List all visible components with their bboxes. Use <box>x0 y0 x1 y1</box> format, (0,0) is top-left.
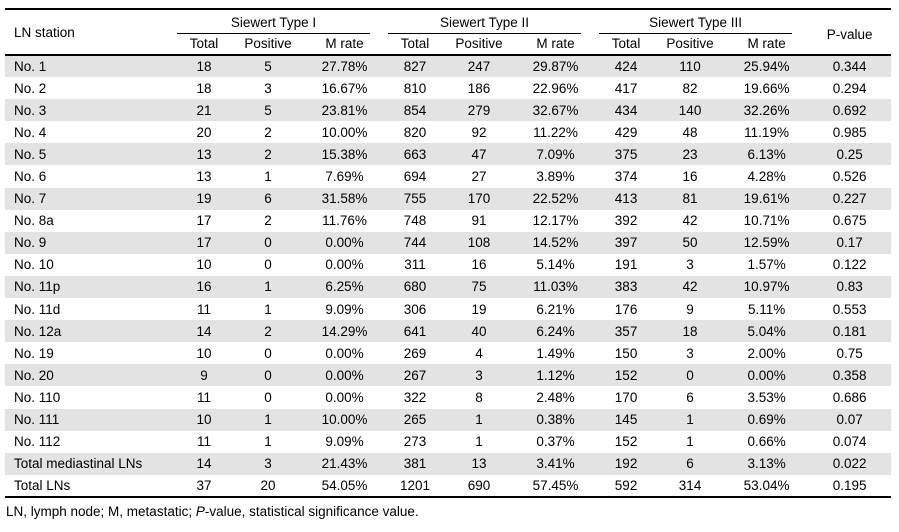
value-cell: 827 <box>403 59 427 75</box>
ln-station-cell: No. 112 <box>14 434 61 450</box>
value-cell: 12.59% <box>743 235 790 251</box>
value-cell: 0.686 <box>832 389 867 405</box>
value-cell: 5.11% <box>747 301 786 317</box>
value-cell: 2.48% <box>536 389 575 405</box>
table-body <box>5 55 891 497</box>
group-header-label: Siewert Type II <box>440 14 530 30</box>
table-row <box>5 364 891 386</box>
value-cell: 53.04% <box>743 477 790 493</box>
value-cell: 32.26% <box>743 102 790 118</box>
value-cell: 50 <box>682 235 698 251</box>
value-cell: 48 <box>682 124 698 140</box>
value-cell: 23 <box>682 146 698 162</box>
value-cell: 18 <box>196 59 212 75</box>
value-cell: 10 <box>196 257 212 273</box>
subcolumn-header-total: Total <box>611 35 641 51</box>
value-cell: 748 <box>403 213 427 229</box>
value-cell: 3 <box>686 257 694 273</box>
value-cell: 1 <box>686 434 694 450</box>
value-cell: 1 <box>264 301 272 317</box>
table-row <box>5 453 891 475</box>
value-cell: 0.122 <box>832 257 867 273</box>
value-cell: 0.66% <box>747 434 786 450</box>
value-cell: 690 <box>467 477 491 493</box>
table-row <box>5 210 891 232</box>
value-cell: 0.00% <box>747 367 786 383</box>
value-cell: 145 <box>614 412 638 428</box>
value-cell: 11.76% <box>322 213 367 229</box>
value-cell: 279 <box>467 102 491 118</box>
value-cell: 744 <box>403 235 427 251</box>
value-cell: 21 <box>196 102 212 118</box>
value-cell: 14.29% <box>321 323 368 339</box>
value-cell: 1201 <box>400 477 431 493</box>
value-cell: 4 <box>475 345 483 361</box>
value-cell: 0.358 <box>832 367 867 383</box>
value-cell: 40 <box>471 323 487 339</box>
table-header <box>5 9 891 55</box>
value-cell: 0.00% <box>325 345 364 361</box>
value-cell: 6.21% <box>536 301 575 317</box>
value-cell: 417 <box>614 80 638 96</box>
value-cell: 663 <box>403 146 427 162</box>
value-cell: 0.75 <box>836 345 863 361</box>
value-cell: 25.94% <box>743 59 790 75</box>
value-cell: 13 <box>196 169 212 185</box>
table-row <box>5 188 891 210</box>
column-header-ln-station: LN station <box>14 24 75 40</box>
value-cell: 186 <box>467 80 491 96</box>
ln-station-cell: No. 19 <box>14 345 54 361</box>
value-cell: 22.96% <box>532 80 579 96</box>
value-cell: 273 <box>403 434 427 450</box>
table-row <box>5 143 891 165</box>
value-cell: 0.00% <box>325 235 364 251</box>
value-cell: 0.07 <box>836 412 863 428</box>
value-cell: 0 <box>264 367 272 383</box>
value-cell: 265 <box>403 412 427 428</box>
table-row <box>5 342 891 364</box>
value-cell: 820 <box>403 124 427 140</box>
group-header-underline <box>388 11 581 34</box>
subcolumn-header-positive: Positive <box>244 35 292 51</box>
ln-station-cell: Total mediastinal LNs <box>14 456 143 472</box>
value-cell: 6.13% <box>747 146 786 162</box>
value-cell: 17 <box>196 213 212 229</box>
value-cell: 2 <box>264 323 272 339</box>
value-cell: 375 <box>614 146 638 162</box>
value-cell: 6.24% <box>536 323 575 339</box>
value-cell: 1.49% <box>536 345 575 361</box>
value-cell: 150 <box>614 345 638 361</box>
ln-station-cell: No. 6 <box>14 169 47 185</box>
value-cell: 20 <box>260 477 276 493</box>
value-cell: 0.00% <box>325 367 364 383</box>
value-cell: 0.294 <box>832 80 867 96</box>
value-cell: 140 <box>678 102 702 118</box>
value-cell: 13 <box>196 146 212 162</box>
value-cell: 176 <box>614 301 638 317</box>
value-cell: 0.195 <box>832 477 867 493</box>
value-cell: 0.25 <box>836 146 863 162</box>
value-cell: 9 <box>200 367 208 383</box>
value-cell: 2 <box>264 213 272 229</box>
subcolumn-header-m-rate: M rate <box>325 35 364 51</box>
value-cell: 267 <box>403 367 427 383</box>
value-cell: 374 <box>614 169 638 185</box>
value-cell: 0.00% <box>325 389 364 405</box>
value-cell: 11.19% <box>744 124 789 140</box>
value-cell: 27.78% <box>321 59 368 75</box>
value-cell: 3.41% <box>536 456 575 472</box>
table-footnote <box>5 498 894 519</box>
value-cell: 11.22% <box>533 124 578 140</box>
value-cell: 694 <box>403 169 427 185</box>
value-cell: 314 <box>678 477 702 493</box>
value-cell: 27 <box>471 169 487 185</box>
value-cell: 429 <box>614 124 638 140</box>
value-cell: 1.57% <box>747 257 786 273</box>
value-cell: 19.66% <box>743 80 790 96</box>
value-cell: 9 <box>686 301 694 317</box>
value-cell: 0.38% <box>536 412 575 428</box>
value-cell: 37 <box>196 477 212 493</box>
value-cell: 8 <box>475 389 483 405</box>
value-cell: 15.38% <box>321 146 368 162</box>
table-row <box>5 298 891 320</box>
table-row <box>5 431 891 453</box>
value-cell: 1 <box>264 279 272 295</box>
value-cell: 19 <box>471 301 487 317</box>
value-cell: 170 <box>614 389 638 405</box>
value-cell: 3 <box>264 456 272 472</box>
ln-station-cell: No. 7 <box>14 191 47 207</box>
ln-metastasis-table <box>5 8 891 498</box>
value-cell: 0.074 <box>832 434 867 450</box>
value-cell: 19 <box>196 191 212 207</box>
value-cell: 152 <box>614 434 638 450</box>
value-cell: 17 <box>196 235 212 251</box>
value-cell: 2 <box>264 124 272 140</box>
table-row <box>5 409 891 431</box>
subcolumn-header-total: Total <box>189 35 219 51</box>
ln-station-cell: No. 2 <box>14 80 47 96</box>
value-cell: 7.69% <box>325 169 364 185</box>
value-cell: 19.61% <box>743 191 790 207</box>
value-cell: 3 <box>264 80 272 96</box>
value-cell: 3 <box>475 367 483 383</box>
value-cell: 23.81% <box>321 102 368 118</box>
value-cell: 424 <box>614 59 638 75</box>
value-cell: 14 <box>196 323 212 339</box>
group-header-underline <box>177 11 370 34</box>
value-cell: 92 <box>471 124 487 140</box>
value-cell: 42 <box>682 279 698 295</box>
value-cell: 47 <box>471 146 487 162</box>
value-cell: 810 <box>403 80 427 96</box>
value-cell: 108 <box>467 235 491 251</box>
group-header-siewert-type-1 <box>175 9 386 34</box>
table-row <box>5 121 891 143</box>
value-cell: 11 <box>196 434 211 450</box>
column-header-p-value: P-value <box>826 27 873 42</box>
ln-station-cell: No. 5 <box>14 146 47 162</box>
value-cell: 0 <box>264 257 272 273</box>
value-cell: 434 <box>614 102 638 118</box>
value-cell: 3.89% <box>536 169 575 185</box>
table-row <box>5 386 891 408</box>
ln-station-cell: No. 8a <box>14 213 54 229</box>
value-cell: 191 <box>614 257 638 273</box>
value-cell: 413 <box>614 191 638 207</box>
value-cell: 10.97% <box>743 279 790 295</box>
value-cell: 0.69% <box>747 412 786 428</box>
value-cell: 641 <box>403 323 427 339</box>
value-cell: 0.675 <box>832 213 867 229</box>
table-row <box>5 475 891 497</box>
value-cell: 0 <box>264 389 272 405</box>
value-cell: 192 <box>614 456 638 472</box>
subcolumn-header-total: Total <box>400 35 430 51</box>
value-cell: 7.09% <box>536 146 575 162</box>
value-cell: 0.17 <box>836 235 863 251</box>
value-cell: 1 <box>686 412 694 428</box>
ln-station-cell: Total LNs <box>14 477 71 493</box>
value-cell: 0 <box>264 235 272 251</box>
value-cell: 29.87% <box>532 59 579 75</box>
value-cell: 10.71% <box>743 213 790 229</box>
group-header-underline <box>599 11 792 34</box>
ln-station-cell: No. 1 <box>14 59 47 75</box>
value-cell: 32.67% <box>532 102 579 118</box>
value-cell: 81 <box>682 191 698 207</box>
value-cell: 0.227 <box>832 191 867 207</box>
ln-station-cell: No. 4 <box>14 124 47 140</box>
value-cell: 18 <box>682 323 698 339</box>
group-header-siewert-type-3 <box>597 9 808 34</box>
value-cell: 854 <box>403 102 427 118</box>
value-cell: 0.181 <box>832 323 867 339</box>
value-cell: 0.526 <box>832 169 867 185</box>
value-cell: 3.13% <box>747 456 786 472</box>
group-header-label: Siewert Type I <box>230 14 317 30</box>
value-cell: 680 <box>403 279 427 295</box>
value-cell: 10.00% <box>321 412 368 428</box>
table-row <box>5 320 891 342</box>
footnote-p-italic: P <box>195 503 205 519</box>
value-cell: 42 <box>682 213 698 229</box>
value-cell: 357 <box>614 323 638 339</box>
table-row <box>5 77 891 99</box>
value-cell: 10 <box>196 345 212 361</box>
value-cell: 82 <box>682 80 698 96</box>
value-cell: 22.52% <box>532 191 579 207</box>
value-cell: 16 <box>196 279 212 295</box>
value-cell: 392 <box>614 213 638 229</box>
value-cell: 1 <box>475 412 483 428</box>
subcolumn-header-m-rate: M rate <box>536 35 575 51</box>
value-cell: 110 <box>679 59 701 75</box>
ln-station-cell: No. 11d <box>14 301 61 317</box>
value-cell: 91 <box>471 213 487 229</box>
value-cell: 0.344 <box>832 59 867 75</box>
value-cell: 1.12% <box>536 367 575 383</box>
table-row <box>5 254 891 276</box>
table-row <box>5 232 891 254</box>
value-cell: 0.022 <box>832 456 867 472</box>
value-cell: 5.14% <box>536 257 575 273</box>
group-header-siewert-type-2 <box>386 9 597 34</box>
table-row <box>5 276 891 298</box>
value-cell: 755 <box>403 191 427 207</box>
ln-station-cell: No. 10 <box>14 257 54 273</box>
value-cell: 12.17% <box>532 213 579 229</box>
value-cell: 14 <box>196 456 212 472</box>
subcolumn-header-positive: Positive <box>455 35 503 51</box>
value-cell: 14.52% <box>532 235 579 251</box>
value-cell: 18 <box>196 80 212 96</box>
value-cell: 2 <box>264 146 272 162</box>
ln-station-cell: No. 11p <box>14 279 61 295</box>
ln-station-cell: No. 12a <box>14 323 62 339</box>
value-cell: 170 <box>467 191 491 207</box>
value-cell: 10 <box>196 412 212 428</box>
value-cell: 0.553 <box>832 301 867 317</box>
table-row <box>5 55 891 77</box>
value-cell: 1 <box>264 412 272 428</box>
value-cell: 31.58% <box>321 191 368 207</box>
value-cell: 1 <box>475 434 483 450</box>
value-cell: 11.03% <box>533 279 578 295</box>
value-cell: 16.67% <box>321 80 368 96</box>
ln-station-cell: No. 20 <box>14 367 54 383</box>
value-cell: 6.25% <box>325 279 364 295</box>
value-cell: 5 <box>264 59 272 75</box>
value-cell: 381 <box>403 456 427 472</box>
ln-station-cell: No. 111 <box>14 412 60 428</box>
value-cell: 11 <box>196 389 211 405</box>
value-cell: 3.53% <box>747 389 786 405</box>
value-cell: 592 <box>614 477 638 493</box>
value-cell: 3 <box>686 345 694 361</box>
value-cell: 21.43% <box>321 456 368 472</box>
value-cell: 5.04% <box>747 323 786 339</box>
value-cell: 4.28% <box>747 169 786 185</box>
value-cell: 10.00% <box>321 124 368 140</box>
value-cell: 247 <box>467 59 491 75</box>
value-cell: 0.37% <box>536 434 575 450</box>
value-cell: 0.985 <box>832 124 867 140</box>
value-cell: 6 <box>264 191 272 207</box>
value-cell: 397 <box>614 235 638 251</box>
value-cell: 0.83 <box>836 279 863 295</box>
subcolumn-header-m-rate: M rate <box>747 35 786 51</box>
value-cell: 0 <box>686 367 694 383</box>
value-cell: 6 <box>686 456 694 472</box>
value-cell: 16 <box>682 169 698 185</box>
ln-station-cell: No. 9 <box>14 235 47 251</box>
value-cell: 20 <box>196 124 212 140</box>
value-cell: 11 <box>196 301 211 317</box>
value-cell: 54.05% <box>321 477 368 493</box>
value-cell: 5 <box>264 102 272 118</box>
value-cell: 152 <box>614 367 638 383</box>
value-cell: 0 <box>264 345 272 361</box>
value-cell: 383 <box>614 279 638 295</box>
ln-station-cell: No. 110 <box>14 389 61 405</box>
value-cell: 75 <box>471 279 487 295</box>
value-cell: 57.45% <box>532 477 579 493</box>
footnote-text: LN, lymph node; M, metastatic; <box>6 503 196 519</box>
value-cell: 322 <box>403 389 427 405</box>
subcolumn-header-positive: Positive <box>666 35 714 51</box>
value-cell: 311 <box>404 257 426 273</box>
value-cell: 1 <box>264 434 272 450</box>
table-row <box>5 99 891 121</box>
value-cell: 0.692 <box>832 102 867 118</box>
value-cell: 6 <box>686 389 694 405</box>
value-cell: 269 <box>403 345 427 361</box>
value-cell: 0.00% <box>325 257 364 273</box>
value-cell: 2.00% <box>747 345 786 361</box>
value-cell: 16 <box>471 257 487 273</box>
value-cell: 9.09% <box>325 301 364 317</box>
footnote-text: -value, statistical significance value. <box>204 503 419 519</box>
value-cell: 9.09% <box>325 434 364 450</box>
table-row <box>5 165 891 187</box>
value-cell: 306 <box>403 301 427 317</box>
ln-station-cell: No. 3 <box>14 102 47 118</box>
group-header-label: Siewert Type III <box>649 14 742 30</box>
value-cell: 13 <box>471 456 487 472</box>
value-cell: 1 <box>264 169 272 185</box>
